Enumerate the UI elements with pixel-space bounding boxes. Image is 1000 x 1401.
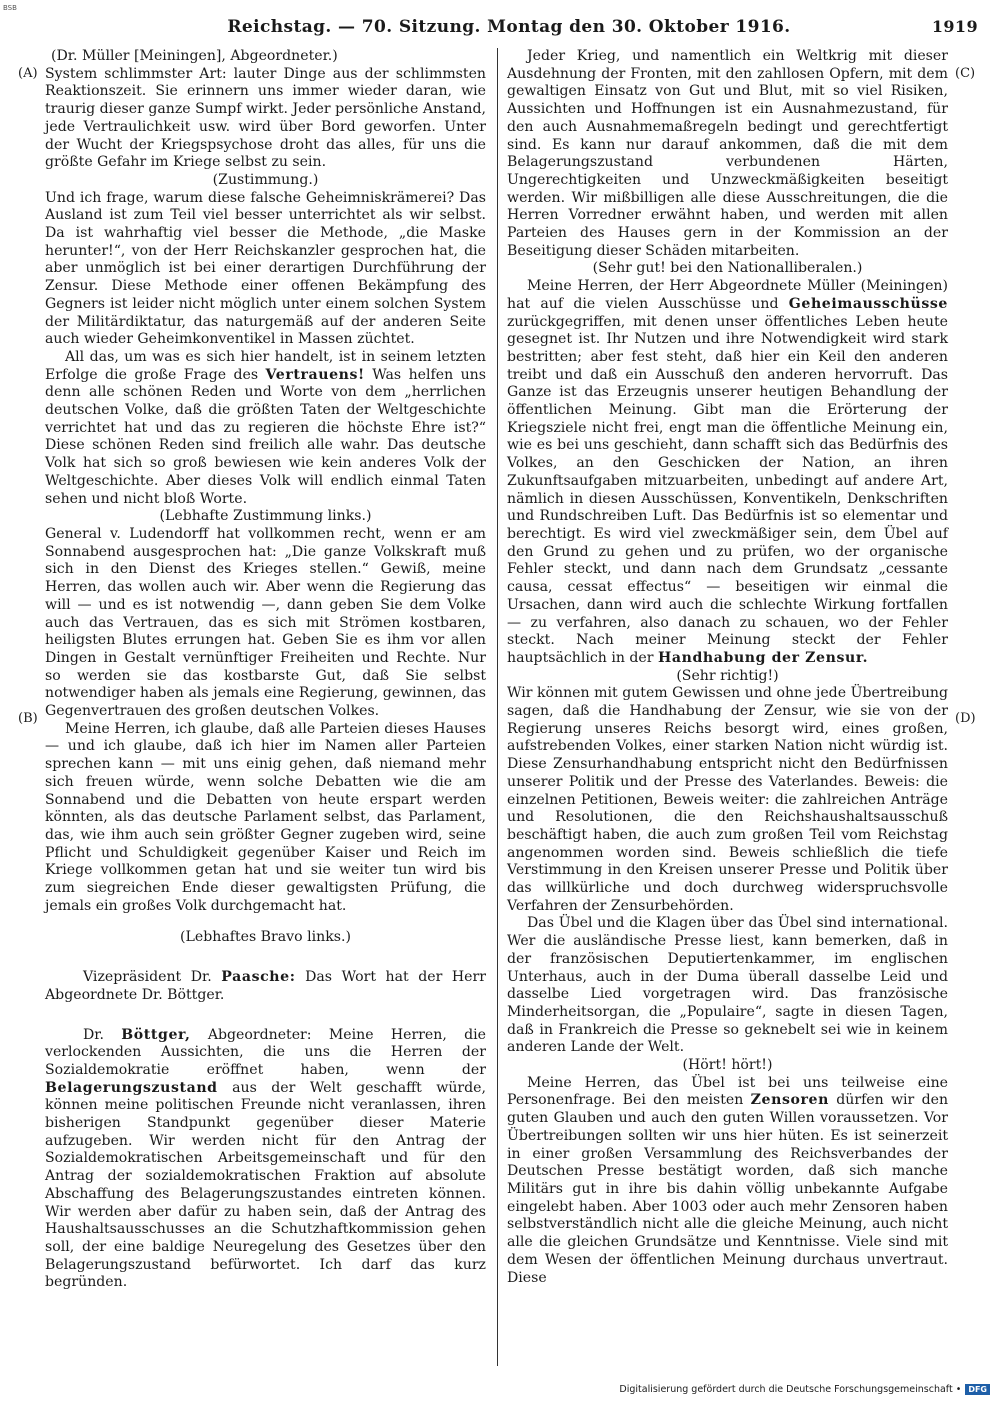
paragraph: Meine Herren, ich glaube, daß alle Parteien dieses Hauses — und ich glaube, daß ich hier im Namen aller Parteien sprechen kann — mit uns einig gehen, daß niemand mehr sich freuen würde, wenn solche Debatten wie die am Sonnabend und die Debatten von heute erspart werden könnten, als das deutsche Parlament selbst, das Parlament, das, wie ihm auch sein größter Gegner zugeben wird, seine Pflicht und Schuldigkeit gegenüber Kaiser und Reich im Kriege vollkommen getan hat und sie weiter tun wird bis zum siegreichen Ende dieser gewaltigsten Prüfung, die jemals ein großes Volk durchgemacht hat. [45, 720, 486, 914]
page-number: 1919 [931, 17, 978, 36]
paragraph: Und ich frage, warum diese falsche Geheimniskrämerei? Das Ausland ist zum Teil viel besser unterrichtet als wir selbst. Da ist wahrhaftig viel besser die Methode, „die Maske herunter!“, von der Herr Reichskanzler gesprochen hat, die aber unmöglich ist bei einer derartigen Durchführung der Zensur. Diese Methode einer offenen Bekämpfung des Gegners ist leider nicht möglich unter einem solchen System der Militärdiktatur, das naturgemäß auf der anderen Seite auch wieder Geheimkonventikel in Massen züchtet. [45, 189, 486, 348]
vice-president-statement: Vizepräsident Dr. Paasche: Das Wort hat der Herr Abgeordnete Dr. Böttger. [45, 969, 486, 1003]
speaker-name: Paasche: [221, 969, 296, 986]
speaker-continuation: (Dr. Müller [Meiningen], Abgeordneter.) [51, 48, 338, 64]
footer-credit: Digitalisierung gefördert durch die Deutsche Forschungsgemeinschaft • [619, 1384, 962, 1395]
speaker-name: Böttger, [121, 1026, 191, 1043]
margin-mark-b: (B) [18, 711, 38, 726]
emphasis: Zensoren [750, 1092, 829, 1109]
column-divider [497, 48, 498, 1366]
emphasis: Handhabung der Zensur. [657, 649, 869, 666]
paragraph: Dr. Böttger, Abgeordneter: Meine Herren, die verlockenden Aussichten, die uns die Herren der Sozialdemokratie eröffnet haben, wenn der Belagerungszustand aus der Welt geschafft würde, können meine politischen Freunde nicht veranlassen, ihren bisherigen Standpunkt gegenüber dieser Materie aufzugeben. Wir werden nicht für den Antrag der Sozialdemokratischen Arbeitsgemeinschaft und für den Antrag der sozialdemokratischen Fraktion auf absolute Abschaffung des Belagerungszustandes eintreten können. Wir werden aber dafür zu haben sein, daß der Antrag des Haushaltsausschusses an die Schutzhaftkommission gehen soll, der eine baldige Neuregelung des Gesetzes über den Belagerungszustand befürwortet. Ich darf das kurz begründen. [45, 1026, 486, 1291]
reaction: (Lebhaftes Bravo links.) [180, 929, 351, 946]
paragraph: Meine Herren, der Herr Abgeordnete Müller (Meiningen) hat auf die vielen Ausschüsse und Geheimausschüsse zurückgegriffen, mit denen unser öffentliches Leben heute gesegnet ist. Ihr Nutzen und ihre Notwendigkeit wird stark bestritten; aber fest steht, daß hier ein Keil den anderen treibt und daß ein Ausschuß den anderen hervorruft. Das Ganze ist das Erzeugnis unserer heutigen Behandlung der öffentlichen Meinung. Gibt man die Erörterung der Kriegsziele nicht frei, engt man die öffentliche Meinung ein, wie es bei uns geschieht, dann schafft sich das Bedürfnis des Volkes, an den Geschicken der Nation, an ihren Zukunftsaufgaben mitzuarbeiten, unbedingt auf andere Art, nämlich in diesen Ausschüssen, Konventikeln, Denkschriften und Rundschreiben Luft. Das Bedürfnis ist so elementar und berechtigt. Es wird viel zweckmäßiger sein, dem Übel auf den Grund zu gehen und zu prüfen, wo der organische Fehler steckt, und dann nach dem Grundsatz „cessante causa, cessat effectus“ — beseitigen wir einmal die Ursachen, dann wird auch die schlechte Wirkung fortfallen — zu verfahren, also danach zu schauen, wo der Fehler steckt. Nach meiner Meinung steckt der Fehler hauptsächlich in der Handhabung der Zensur. [507, 278, 948, 666]
paragraph: Das Übel und die Klagen über das Übel sind international. Wer die ausländische Presse liest, kann bemerken, daß in der französischen Deputiertenkammer, im englischen Unterhaus, auch in der Duma überall dasselbe Leid und dasselbe Lied vorgetragen wird. Das französische Minderheitsorgan, die „Populaire“, sagte in diesen Tagen, daß in Frankreich die Presse so geknebelt sei wie in keinem anderen Lande der Welt. [507, 915, 948, 1056]
reaction: (Sehr gut! bei den Nationalliberalen.) [592, 260, 863, 277]
paragraph: All das, um was es sich hier handelt, ist in seinem letzten Erfolge die große Frage des Vertrauens! Was helfen uns denn alle schönen Reden und Worte von dem „herrlichen deutschen Volke, daß die größten Taten der Weltgeschichte verrichtet hat und das zu regieren die höchste Ehre ist?“ Diese schönen Reden sind freilich alle wahr. Das deutsche Volk hat sich so groß bewiesen wie kein anderes Volk der Weltgeschichte. Aber dieses Volk will endlich einmal Taten sehen und nicht bloß Worte. [45, 348, 486, 507]
paragraph: General v. Ludendorff hat vollkommen recht, wenn er am Sonnabend ausgesprochen hat: „Die ganze Volkskraft muß sich in den Dienst des Krieges stellen.“ Gewiß, meine Herren, das wollen auch wir. Aber wenn die Regierung das will — und es ist notwendig —, dann geben Sie dem Volke auch das Vertrauen, das es sich mit Strömen kostbaren, heiligsten Blutes errungen hat. Geben Sie es ihm vor allen Dingen in Gestalt vernünftiger Freiheiten und Rechte. Nur so werden sie das kostbarste Gut, daß Sie selbst notwendiger haben als jemals eine Regierung, gewinnen, das Gegenvertrauen des großen deutschen Volkes. [45, 525, 486, 720]
reaction: (Hört! hört!) [682, 1057, 773, 1074]
footer [619, 1384, 990, 1395]
left-column [45, 48, 486, 1292]
dfg-logo: DFG [965, 1384, 990, 1395]
emphasis: Belagerungszustand [45, 1079, 218, 1096]
paragraph: Meine Herren, das Übel ist bei uns teilweise eine Personenfrage. Bei den meisten Zensoren dürfen wir den guten Glauben und auch den guten Willen voraussetzen. Vor Übertreibungen sollten wir uns hier hüten. Es ist seinerzeit in einer großen Versammlung des Reichsverbandes der Deutschen Presse bestätigt worden, daß sich manche Militärs gut in ihre bis dahin völlig unbekannte Aufgabe eingelebt haben. Aber 1003 oder auch mehr Zensoren haben selbstverständlich nicht alle die gleiche Meinung, auch nicht alle die gleichen Grundsätze und Kenntnisse. Viele sind mit dem Wesen der öffentlichen Meinung durchaus unvertraut. Diese [507, 1074, 949, 1286]
reaction: (Lebhafte Zustimmung links.) [159, 508, 372, 525]
running-title: Reichstag. — 70. Sitzung. Montag den 30. Oktober 1916. [227, 17, 791, 37]
paragraph: Wir können mit gutem Gewissen und ohne jede Übertreibung sagen, daß die Handhabung der Zensur, wie sie von der Regierung unseres Reichs besorgt wird, eines großen, aufstrebenden Volkes, einer starken Nation nicht würdig ist. Diese Zensurhandhabung entspricht nicht den Bedürfnissen unserer Politik und der Presse des Vaterlandes. Beweis: die einzelnen Petitionen, Beweis weiter: die zahlreichen Anträge und Resolutionen, die den Reichshaushaltsausschuß beschäftigt haben, die auch zum großen Teil vom Reichstag angenommen worden sind. Beweis schließlich die tiefe Verstimmung in den Kreisen unserer Presse und Politik über das willkürliche und doch durchweg widerspruchsvolle Verfahren der Zensurbehörden. [507, 685, 948, 914]
paragraph: System schlimmster Art: lauter Dinge aus der schlimmsten Reaktionszeit. Sie erinnern uns immer wieder daran, wie traurig dieser ganze Sumpf wirkt. Jeder persönliche Anstand, jede Vertraulichkeit usw. wird über Bord geworfen. Unter der Wucht der Kriegspsychose droht das alles, für uns die größte Gefahr im Kriege selbst zu sein. [45, 65, 486, 171]
margin-mark-c: (C) [955, 66, 976, 81]
margin-mark-a: (A) [18, 66, 38, 81]
emphasis: Vertrauens! [265, 366, 365, 383]
emphasis: Geheimausschüsse [788, 295, 948, 312]
paragraph: Jeder Krieg, und namentlich ein Weltkrig mit dieser Ausdehnung der Fronten, mit den zahllosen Opfern, mit dem gewaltigen Einsatz von Gut und Blut, mit so viel Risiken, Aussichten und Hoffnungen ist ein Ausnahmezustand, für den auch Ausnahmemaßregeln bedingt und gerechtfertigt sind. Es kann nur darauf ankommen, daß die mit dem Belagerungszustand verbundenen Härten, Ungerechtigkeiten und Unzweckmäßigkeiten beseitigt werden. Wir mißbilligen alle diese Ausschreitungen, die die Herren Vorredner erwähnt haben, und werden mit allen Parteien des Hauses gern in der Kommission an der Beseitigung dieser Schäden mitarbeiten. [507, 48, 948, 259]
right-column [507, 48, 948, 1287]
library-mark: BSB [3, 4, 17, 12]
margin-mark-d: (D) [955, 711, 976, 726]
reaction: (Zustimmung.) [212, 171, 319, 188]
reaction: (Sehr richtig!) [676, 667, 779, 684]
running-header [40, 14, 978, 40]
